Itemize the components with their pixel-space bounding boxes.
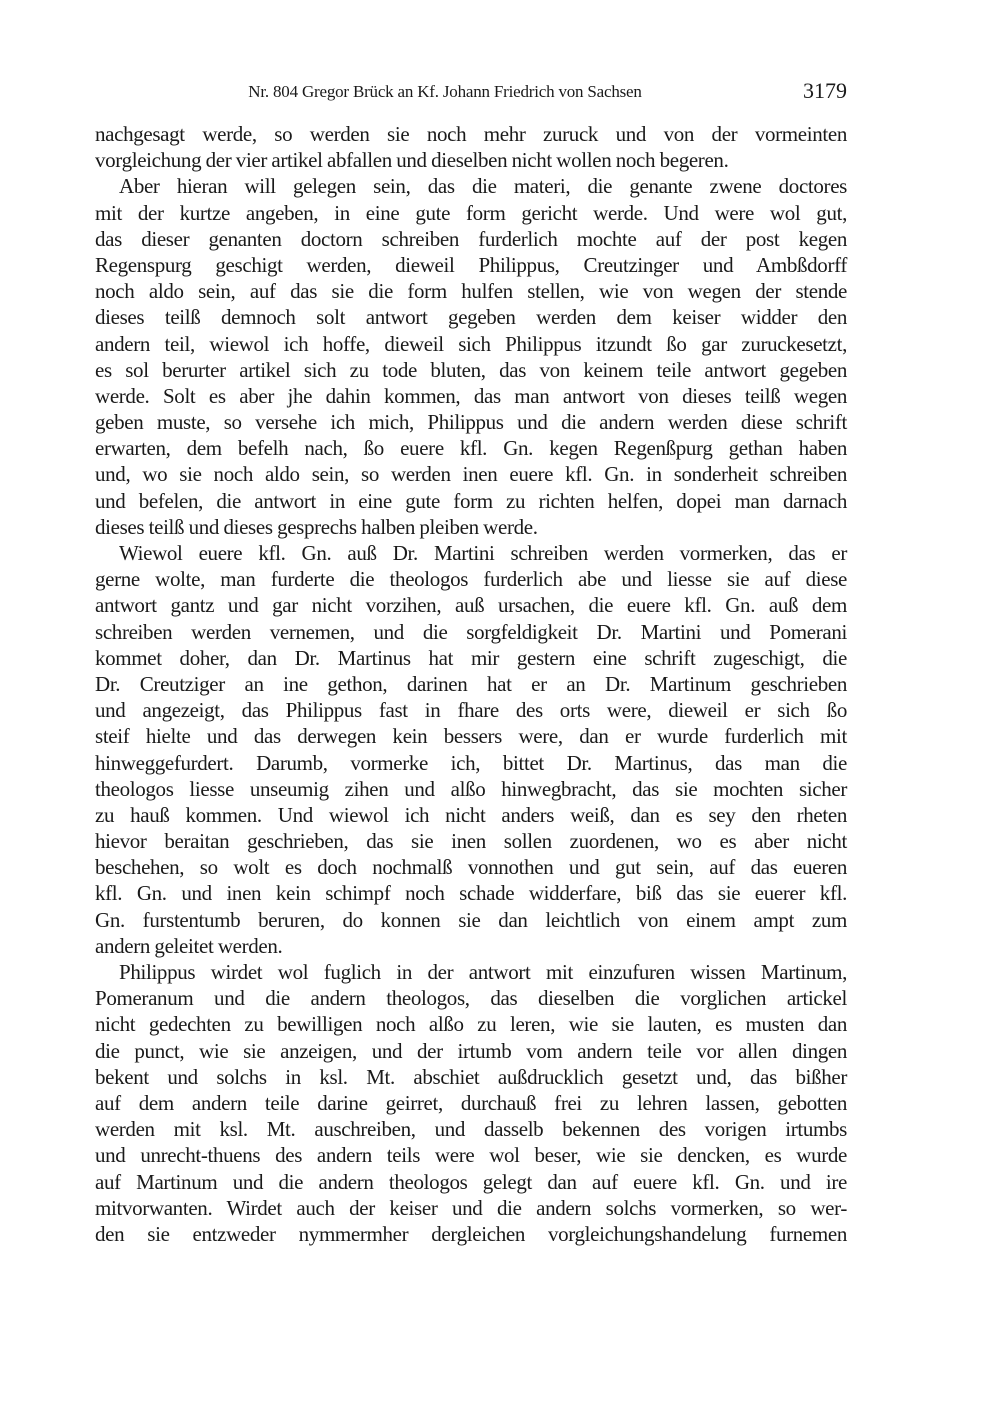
text-line: es sol berurter artikel sich zu tode bluten, das von keinem teile antwort gegeben — [95, 357, 847, 382]
text-line: dieses teilß und dieses gesprechs halben pleiben werde. — [95, 514, 538, 539]
text-line: auf dem andern teile darine geirret, durchauß frei zu lehren lassen, gebotten — [95, 1090, 847, 1115]
text-line: Philippus wirdet wol fuglich in der antwort mit einzufuren wissen Martinum, — [119, 960, 847, 984]
text-line: nicht gedechten zu bewilligen noch alßo zu leren, wie sie lauten, es musten dan — [95, 1012, 847, 1037]
running-title: Nr. 804 Gregor Brück an Kf. Johann Friedrich von Sachsen — [248, 82, 642, 101]
page-number: 3179 — [803, 78, 847, 103]
text-line: hievor beraitan geschrieben, das sie inen sollen zuordenen, wo es aber nicht — [95, 829, 847, 854]
text-line: Gn. furstentumb beruren, do konnen sie dan leichtlich von einem ampt zum — [95, 907, 847, 932]
text-line: und befelen, die antwort in eine gute form zu richten helfen, dopei man darnach — [95, 488, 847, 513]
text-line: erwarten, dem befelh nach, ßo euere kfl. Gn. kegen Regenßpurg gethan haben — [95, 436, 847, 461]
text-line: vorgleichung der vier artikel abfallen und dieselben nicht wollen noch begeren. — [95, 148, 729, 173]
text-line: kfl. Gn. und inen kein schimpf noch schade widderfare, biß das sie euerer kfl. — [95, 881, 847, 906]
paragraph — [95, 121, 847, 173]
paragraph — [95, 540, 847, 959]
text-line: und unrecht-thuens des andern teils were wol beser, wie sie dencken, es wurde — [95, 1143, 847, 1168]
text-line: bekent und solchs in ksl. Mt. abschiet außdrucklich gesetzt und, das bißher — [95, 1064, 847, 1089]
paragraph — [95, 959, 847, 1247]
text-line: andern geleitet werden. — [95, 933, 283, 958]
page-header — [95, 78, 847, 108]
text-line: Dr. Creutziger an ine gethon, darinen hat er an Dr. Martinum geschrieben — [95, 671, 847, 696]
text-line: andern teil, wiewol ich hoffe, dieweil sich Philippus itzundt ßo gar zuruckesetzt, — [95, 331, 847, 356]
text-line: schreiben werden vernemen, und die sorgfeldigkeit Dr. Martini und Pomerani — [95, 619, 847, 644]
text-line: und angezeigt, das Philippus fast in fhare des orts were, dieweil er sich ßo — [95, 698, 847, 723]
text-line: geben muste, so versehe ich mich, Philippus und die andern werden diese schrift — [95, 410, 847, 435]
text-line: theologos liesse unseumig zihen und alßo hinwegbracht, das sie mochten sicher — [95, 776, 847, 801]
text-line: dieses teilß demnoch solt antwort gegeben werden dem keiser widder den — [95, 305, 847, 330]
text-line: werden mit ksl. Mt. auschreiben, und dasselb bekennen des vorigen irtumbs — [95, 1117, 847, 1142]
text-line: zu hauß kommen. Und wiewol ich nicht anders weiß, dan es sey den rheten — [95, 802, 847, 827]
text-line: mit der kurtze angeben, in eine gute form gericht werde. Und were wol gut, — [95, 200, 847, 225]
text-line: den sie entzweder nymmermher dergleichen vorgleichungshandelung furnemen — [95, 1221, 847, 1246]
text-line: kommet doher, dan Dr. Martinus hat mir gestern eine schrift zugeschigt, die — [95, 645, 847, 670]
text-line: das dieser genanten doctorn schreiben furderlich mochte auf der post kegen — [95, 226, 847, 251]
text-line: beschehen, so wolt es doch nochmalß vonnothen und gut sein, auf das eueren — [95, 855, 847, 880]
text-line: steif hielte und das derwegen kein bessers were, dan er wurde furderlich mit — [95, 724, 847, 749]
text-line: antwort gantz und gar nicht vorzihen, auß ursachen, die euere kfl. Gn. auß dem — [95, 593, 847, 618]
text-line: gerne wolte, man furderte die theologos furderlich abe und liesse sie auf diese — [95, 567, 847, 592]
text-line: auf Martinum und die andern theologos gelegt dan auf euere kfl. Gn. und ire — [95, 1169, 847, 1194]
text-line: die punct, wie sie anzeigen, und der irtumb vom andern teile vor allen dingen — [95, 1038, 847, 1063]
text-line: werde. Solt es aber jhe dahin kommen, das man antwort von dieses teilß wegen — [95, 383, 847, 408]
text-line: hinweggefurdert. Darumb, vormerke ich, bittet Dr. Martinus, das man die — [95, 750, 847, 775]
text-line: mitvorwanten. Wirdet auch der keiser und die andern solchs vormerken, so wer- — [95, 1195, 847, 1220]
text-line: und, wo sie noch aldo sein, so werden inen euere kfl. Gn. in sonderheit schreiben — [95, 462, 847, 487]
text-line: Aber hieran will gelegen sein, das die materi, die genante zwene doctores — [119, 174, 847, 199]
text-line: Regenspurg geschigt werden, dieweil Philippus, Creutzinger und Ambßdorff — [95, 252, 847, 277]
text-line: nachgesagt werde, so werden sie noch mehr zuruck und von der vormeinten — [95, 122, 847, 146]
paragraph — [95, 173, 847, 540]
body-text — [95, 121, 847, 1247]
text-line: Wiewol euere kfl. Gn. auß Dr. Martini schreiben werden vormerken, das er — [119, 541, 847, 565]
text-line: Pomeranum und die andern theologos, das dieselben die vorglichen artickel — [95, 986, 847, 1011]
text-line: noch aldo sein, auf das sie die form hulfen stellen, wie von wegen der stende — [95, 279, 847, 304]
